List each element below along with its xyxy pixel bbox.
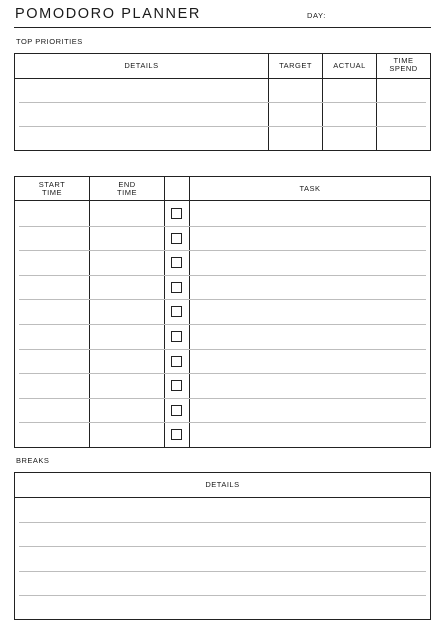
task-checkbox[interactable] bbox=[171, 233, 182, 244]
task-checkbox[interactable] bbox=[171, 208, 182, 219]
schedule-row-line bbox=[19, 226, 426, 227]
schedule-col-task: TASK bbox=[299, 184, 321, 193]
task-checkbox[interactable] bbox=[171, 257, 182, 268]
priorities-col-target: TARGET bbox=[279, 61, 312, 70]
schedule-col-end-time: END TIME bbox=[117, 180, 137, 197]
task-checkbox[interactable] bbox=[171, 331, 182, 342]
priorities-header-divider bbox=[15, 78, 430, 79]
header-rule bbox=[14, 27, 431, 28]
breaks-row-line bbox=[19, 571, 426, 572]
task-checkbox[interactable] bbox=[171, 282, 182, 293]
priorities-col-time-spend: TIME SPEND bbox=[389, 56, 418, 73]
schedule-col-start-time: START TIME bbox=[38, 180, 66, 197]
schedule-header-divider bbox=[15, 200, 430, 201]
breaks-row-line bbox=[19, 595, 426, 596]
priorities-table bbox=[14, 53, 431, 151]
task-checkbox[interactable] bbox=[171, 306, 182, 317]
breaks-row-line bbox=[19, 522, 426, 523]
task-checkbox[interactable] bbox=[171, 405, 182, 416]
task-checkbox[interactable] bbox=[171, 429, 182, 440]
schedule-row-line bbox=[19, 422, 426, 423]
schedule-row-line bbox=[19, 373, 426, 374]
priorities-row-line bbox=[19, 126, 426, 127]
breaks-row-line bbox=[19, 546, 426, 547]
breaks-label: BREAKS bbox=[16, 456, 50, 465]
schedule-table bbox=[14, 176, 431, 448]
schedule-row-line bbox=[19, 275, 426, 276]
page-title: POMODORO PLANNER bbox=[15, 6, 201, 22]
priorities-row-line bbox=[19, 102, 426, 103]
breaks-table bbox=[14, 472, 431, 620]
schedule-row-line bbox=[19, 349, 426, 350]
breaks-col-details: DETAILS bbox=[205, 480, 240, 489]
day-label: DAY: bbox=[307, 11, 326, 20]
priorities-col-actual: ACTUAL bbox=[333, 61, 366, 70]
schedule-row-line bbox=[19, 398, 426, 399]
schedule-row-line bbox=[19, 324, 426, 325]
breaks-header-divider bbox=[15, 497, 430, 498]
priorities-col-details: DETAILS bbox=[124, 61, 159, 70]
priorities-label: TOP PRIORITIES bbox=[16, 37, 83, 46]
schedule-row-line bbox=[19, 250, 426, 251]
schedule-col-divider bbox=[89, 177, 90, 447]
schedule-row-line bbox=[19, 299, 426, 300]
schedule-col-divider bbox=[189, 177, 190, 447]
task-checkbox[interactable] bbox=[171, 380, 182, 391]
schedule-col-divider bbox=[164, 177, 165, 447]
task-checkbox[interactable] bbox=[171, 356, 182, 367]
